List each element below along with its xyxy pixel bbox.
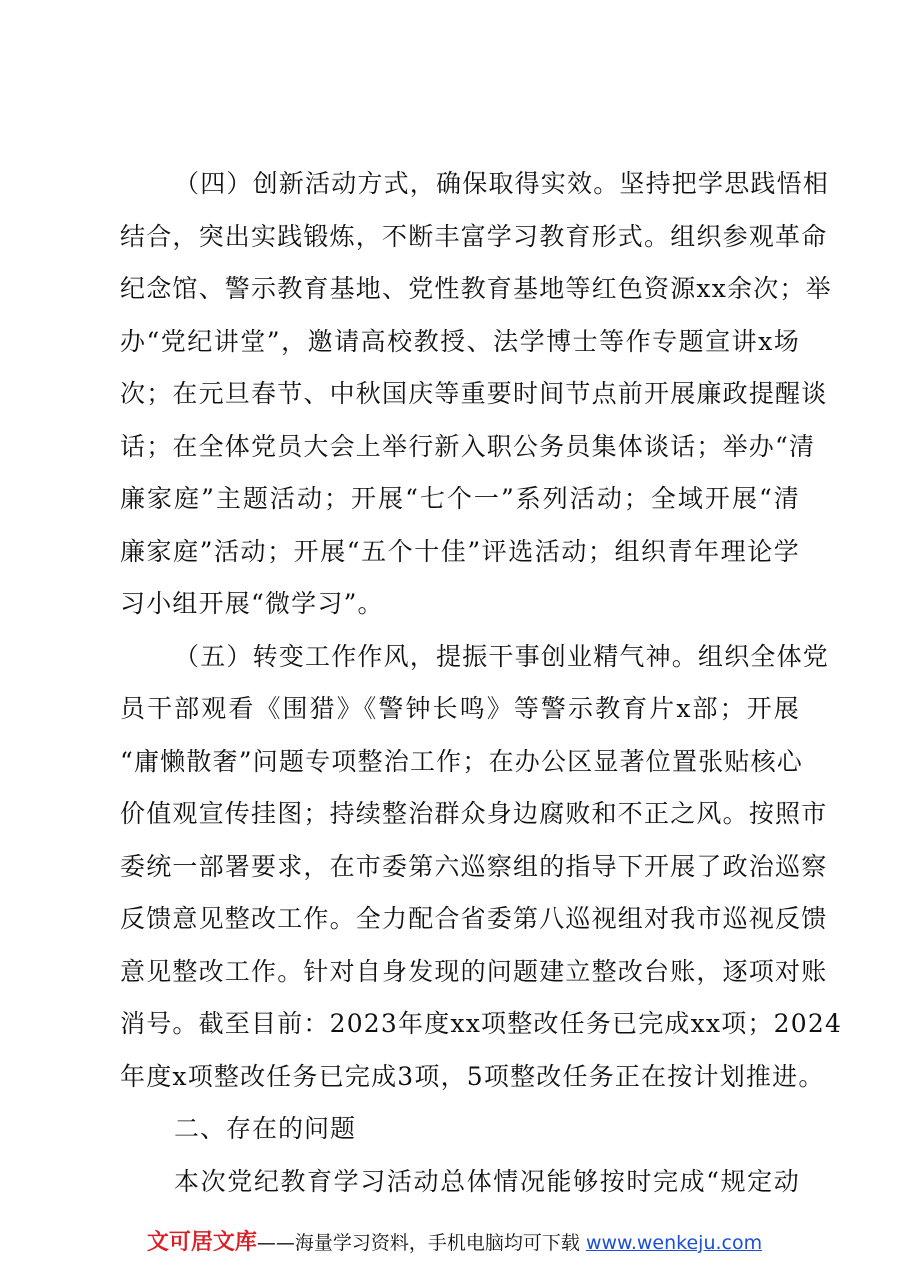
- paragraph-4-line-8: 廉家庭”活动；开展“五个十佳”评选活动；组织青年理论学: [120, 537, 800, 566]
- paragraph-5-line-9: 年度x项整改任务已完成3项，5项整改任务正在按计划推进。: [120, 1062, 825, 1091]
- paragraph-4-line-1: （四）创新活动方式，确保取得实效。坚持把学思践悟相: [174, 169, 830, 198]
- footer-dash: ——: [256, 1232, 295, 1254]
- paragraph-4-line-2: 结合，突出实践锻炼，不断丰富学习教育形式。组织参观革命: [120, 222, 828, 251]
- paragraph-4-line-9: 习小组开展“微学习”。: [120, 589, 384, 618]
- paragraph-5-line-2: 员干部观看《围猎》《警钟长鸣》等警示教育片x部；开展: [120, 694, 800, 723]
- paragraph-4-line-5: 次；在元旦春节、中秋国庆等重要时间节点前开展廉政提醒谈: [120, 379, 828, 408]
- paragraph-4-line-6: 话；在全体党员大会上举行新入职公务员集体谈话；举办“清: [120, 432, 816, 461]
- website-link[interactable]: www.wenkeju.com: [585, 1232, 763, 1254]
- footer-slogan: 海量学习资料，手机电脑均可下载: [294, 1232, 580, 1254]
- footer-watermark: [0, 1228, 909, 1258]
- paragraph-5-line-1: （五）转变工作作风，提振干事创业精气神。组织全体党: [174, 642, 830, 671]
- paragraph-4-line-3: 纪念馆、警示教育基地、党性教育基地等红色资源xx余次；举: [120, 274, 832, 303]
- paragraph-4-line-4: 办“党纪讲堂”，邀请高校教授、法学博士等作专题宣讲x场: [120, 327, 800, 356]
- paragraph-5-line-4: 价值观宣传挂图；持续整治群众身边腐败和不正之风。按照市: [120, 799, 828, 828]
- paragraph-5-line-5: 委统一部署要求，在市委第六巡察组的指导下开展了政治巡察: [120, 852, 828, 881]
- paragraph-5-line-8: 消号。截至目前：2023年度xx项整改任务已完成xx项；2024: [120, 1009, 843, 1038]
- paragraph-5-line-7: 意见整改工作。针对自身发现的问题建立整改台账，逐项对账: [120, 957, 828, 986]
- paragraph-4-line-7: 廉家庭”主题活动；开展“七个一”系列活动；全域开展“清: [120, 484, 800, 513]
- brand-name: 文可居文库: [146, 1230, 257, 1255]
- section-heading: 二、存在的问题: [174, 1114, 357, 1143]
- paragraph-6-line-1: 本次党纪教育学习活动总体情况能够按时完成“规定动: [174, 1167, 800, 1196]
- paragraph-5-line-6: 反馈意见整改工作。全力配合省委第八巡视组对我市巡视反馈: [120, 904, 828, 933]
- paragraph-5-line-3: “庸懒散奢”问题专项整治工作；在办公区显著位置张贴核心: [120, 747, 803, 776]
